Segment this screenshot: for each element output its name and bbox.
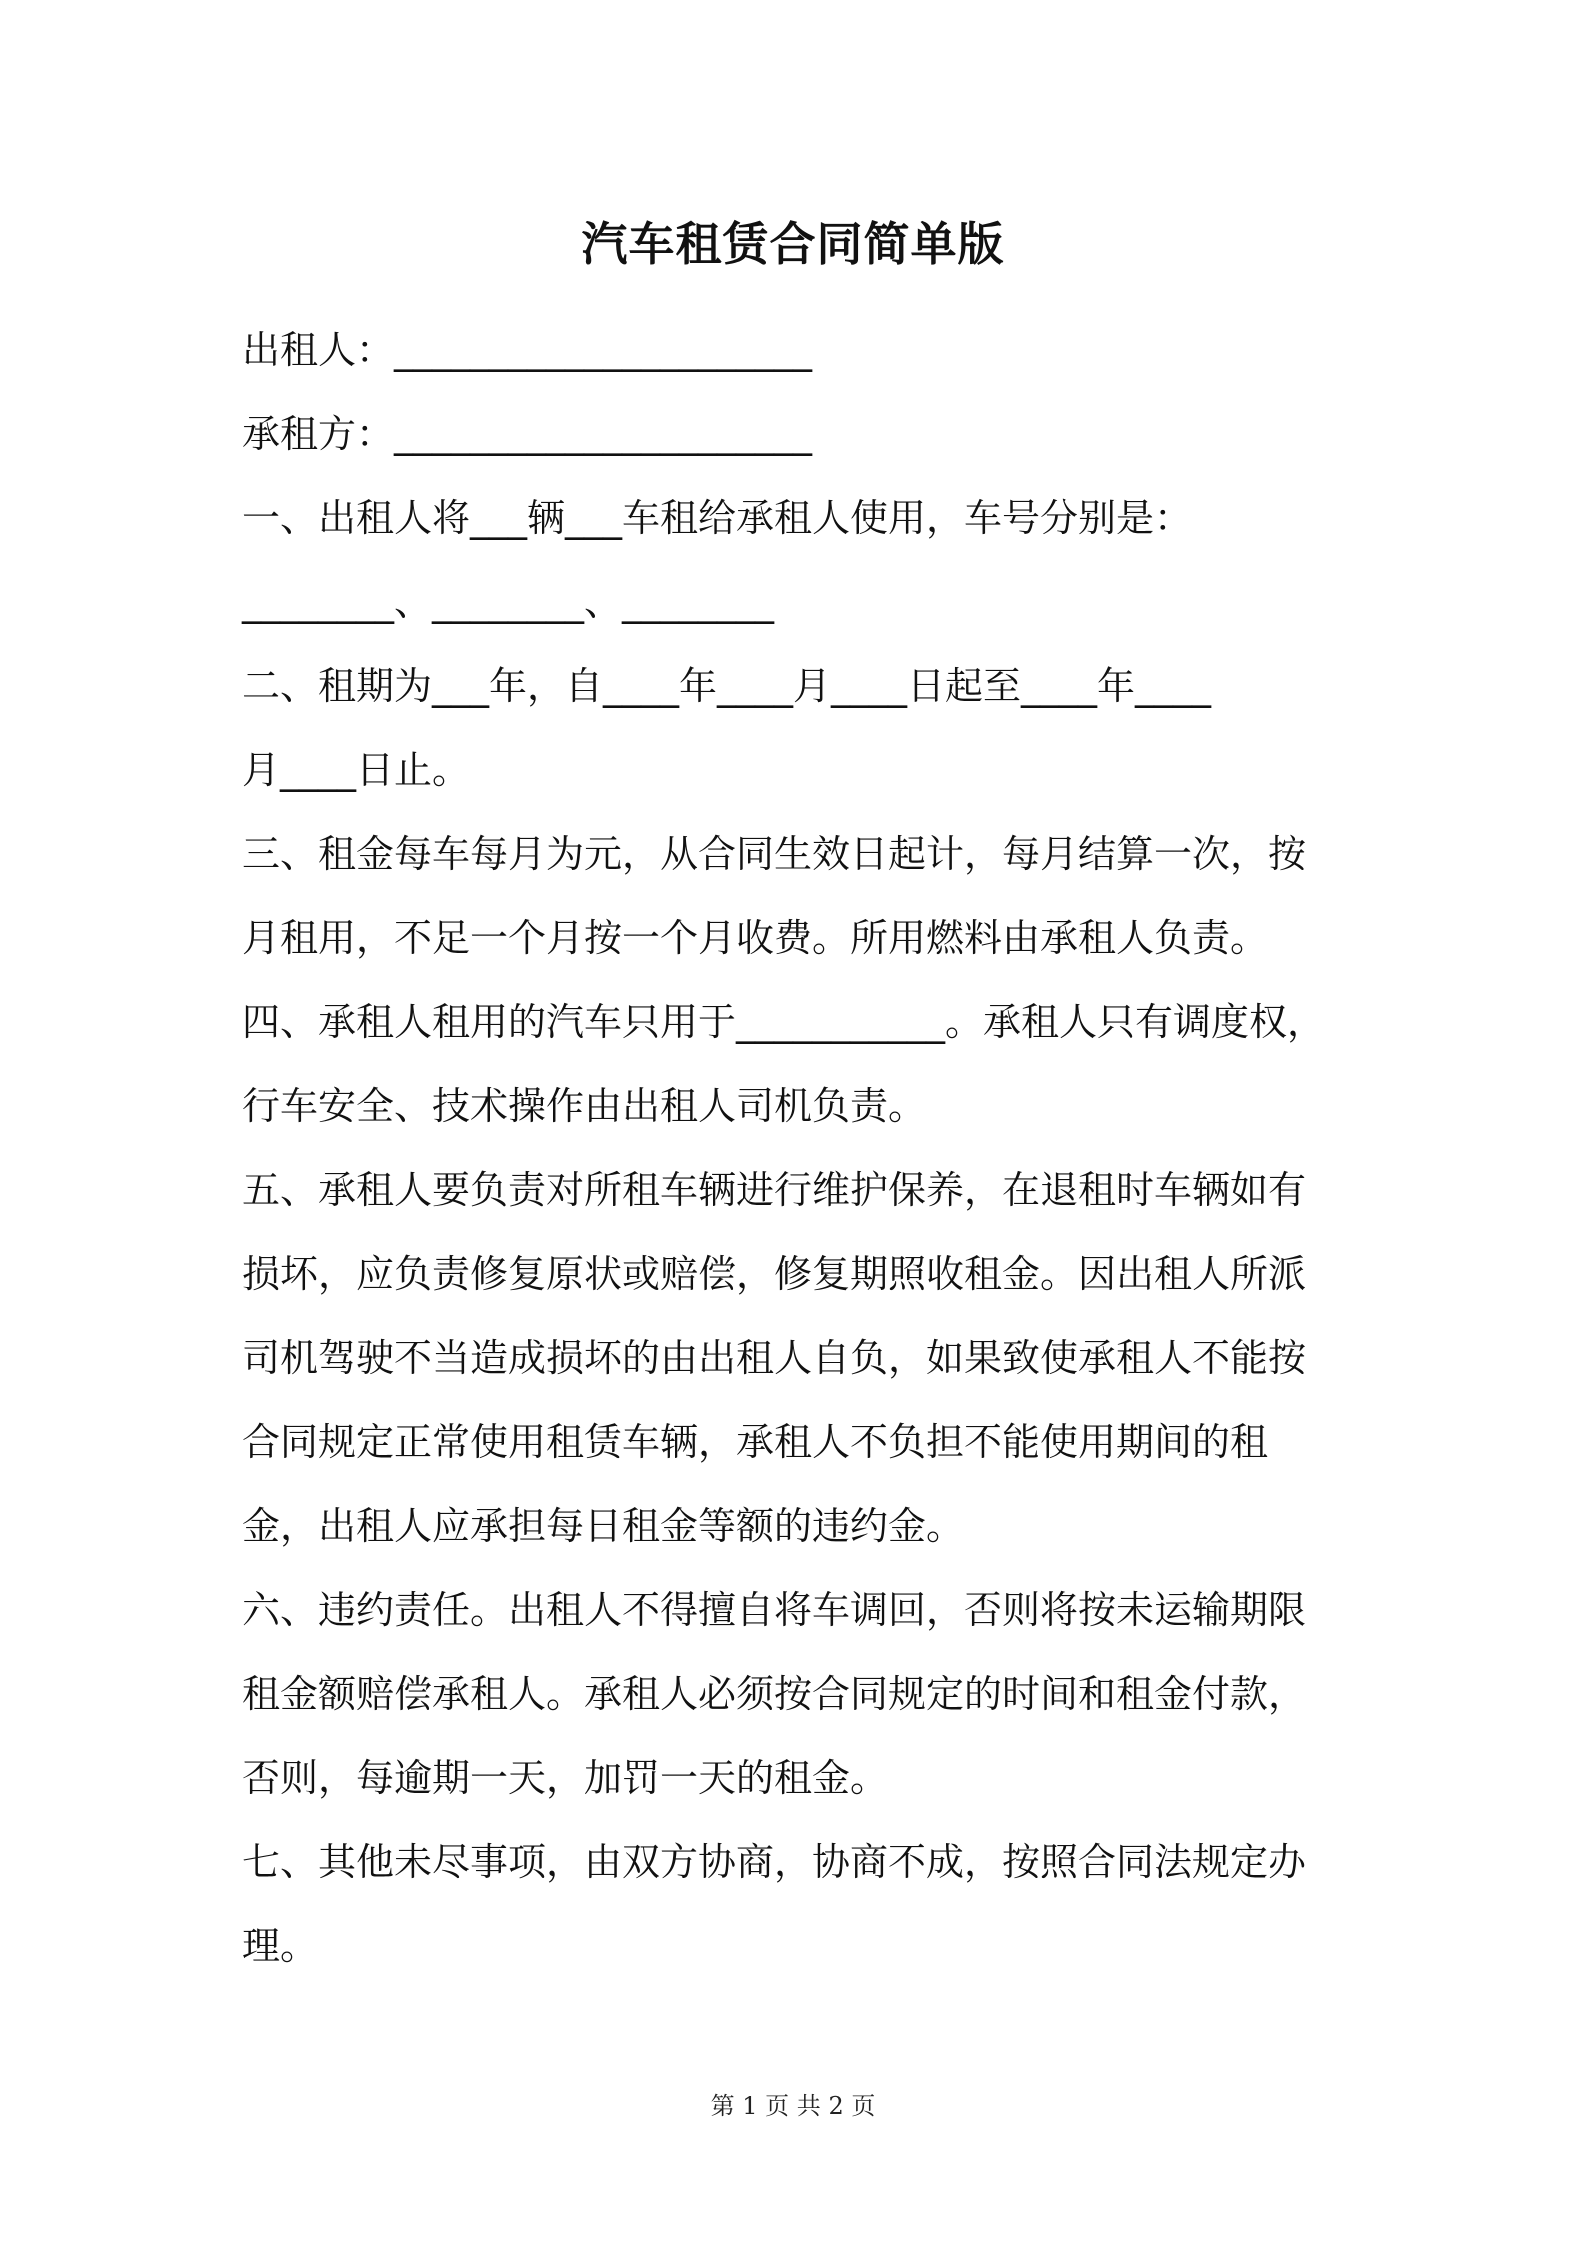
- clause-3-line-1: 三、租金每车每月为元，从合同生效日起计，每月结算一次，按: [242, 832, 1307, 876]
- clause-5-line-1: 五、承租人要负责对所租车辆进行维护保养，在退租时车辆如有: [242, 1168, 1307, 1212]
- clause-6-line-3: 否则，每逾期一天，加罚一天的租金。: [242, 1756, 889, 1800]
- lessee-line: 承租方：______________________: [242, 412, 813, 456]
- clause-7-line-1: 七、其他未尽事项，由双方协商，协商不成，按照合同法规定办: [242, 1840, 1307, 1884]
- clause-1-line-1: 一、出租人将___辆___车租给承租人使用，车号分别是：: [242, 496, 1193, 540]
- clause-2-line-1: 二、租期为___年，自____年____月____日起至____年____: [242, 664, 1212, 708]
- document-body: [242, 320, 1362, 2000]
- document-title: 汽车租赁合同简单版: [581, 217, 1005, 271]
- clause-7-line-2: 理。: [242, 1924, 319, 1968]
- clause-4-line-1: 四、承租人租用的汽车只用于___________。承租人只有调度权，: [242, 1000, 1326, 1044]
- clause-5-line-4: 合同规定正常使用租赁车辆，承租人不负担不能使用期间的租: [242, 1420, 1269, 1464]
- clause-6-line-2: 租金额赔偿承租人。承租人必须按合同规定的时间和租金付款，: [242, 1672, 1307, 1716]
- clause-5-line-5: 金，出租人应承担每日租金等额的违约金。: [242, 1504, 965, 1548]
- clause-6-line-1: 六、违约责任。出租人不得擅自将车调回，否则将按未运输期限: [242, 1588, 1307, 1632]
- clause-3-line-2: 月租用，不足一个月按一个月收费。所用燃料由承租人负责。: [242, 916, 1269, 960]
- clause-5-line-3: 司机驾驶不当造成损坏的由出租人自负，如果致使承租人不能按: [242, 1336, 1307, 1380]
- clause-5-line-2: 损坏，应负责修复原状或赔偿，修复期照收租金。因出租人所派: [242, 1252, 1307, 1296]
- clause-4-line-2: 行车安全、技术操作由出租人司机负责。: [242, 1084, 927, 1128]
- lessor-line: 出租人：______________________: [242, 328, 813, 372]
- clause-1-line-2: ________、________、________: [242, 580, 775, 624]
- clause-2-line-2: 月____日止。: [242, 748, 471, 792]
- page-number-footer: 第 1 页 共 2 页: [710, 2092, 876, 2120]
